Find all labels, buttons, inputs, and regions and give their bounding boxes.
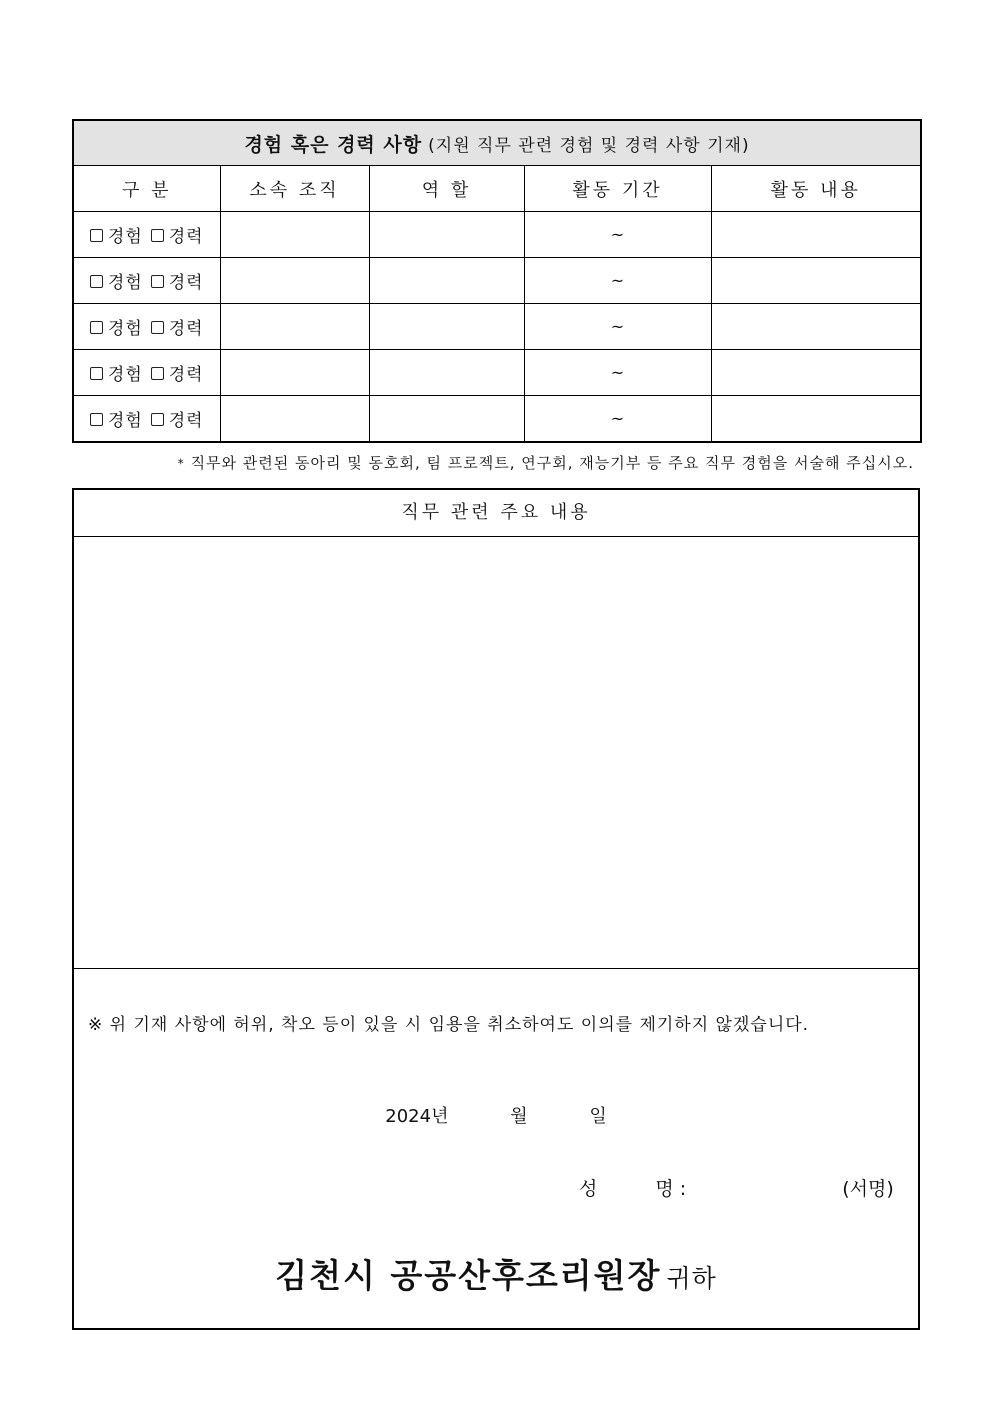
date-line [74, 1102, 918, 1128]
note-asterisk: * [177, 456, 185, 471]
career-checkbox[interactable] [151, 229, 164, 242]
career-checkbox[interactable] [151, 413, 164, 426]
type-cell [73, 350, 220, 396]
experience-table-header-row [73, 166, 921, 212]
experience-title-sub: (지원 직무 관련 경험 및 경력 사항 기재) [428, 135, 750, 156]
career-option-label: 경력 [168, 227, 204, 247]
content-field[interactable] [711, 212, 921, 258]
role-field[interactable] [369, 258, 524, 304]
career-option-label: 경력 [168, 273, 204, 293]
experience-option-label: 경험 [107, 319, 143, 339]
experience-option-label: 경험 [107, 273, 143, 293]
experience-option-label: 경험 [107, 411, 143, 431]
period-field[interactable] [524, 304, 711, 350]
experience-checkbox[interactable] [90, 413, 103, 426]
period-field[interactable] [524, 212, 711, 258]
period-separator: ~ [610, 224, 625, 244]
table-row [73, 212, 921, 258]
column-header-type: 구 분 [73, 166, 220, 212]
period-field[interactable] [524, 396, 711, 443]
role-field[interactable] [369, 350, 524, 396]
job-details-box [72, 488, 920, 1330]
organization-field[interactable] [220, 350, 369, 396]
signature-label-second: 명 : [655, 1178, 687, 1200]
period-field[interactable] [524, 258, 711, 304]
column-header-content: 활동 내용 [711, 166, 921, 212]
experience-option-label: 경험 [107, 227, 143, 247]
period-separator: ~ [610, 408, 625, 428]
table-row [73, 350, 921, 396]
recipient-suffix: 귀하 [666, 1264, 717, 1293]
content-field[interactable] [711, 396, 921, 443]
table-row [73, 396, 921, 443]
experience-checkbox[interactable] [90, 321, 103, 334]
experience-title-main: 경험 혹은 경력 사항 [244, 133, 423, 156]
type-cell [73, 212, 220, 258]
period-separator: ~ [610, 362, 625, 382]
job-details-textarea[interactable] [74, 537, 918, 969]
organization-field[interactable] [220, 258, 369, 304]
column-header-role: 역 할 [369, 166, 524, 212]
pledge-statement: ※ 위 기재 사항에 허위, 착오 등이 있을 시 임용을 취소하여도 이의를 제기하지 않겠습니다. [88, 1015, 810, 1035]
role-field[interactable] [369, 212, 524, 258]
experience-table [72, 119, 922, 443]
type-cell [73, 396, 220, 443]
content-field[interactable] [711, 304, 921, 350]
career-option-label: 경력 [168, 365, 204, 385]
period-field[interactable] [524, 350, 711, 396]
recipient-line [74, 1250, 918, 1297]
column-header-period: 활동 기간 [524, 166, 711, 212]
experience-checkbox[interactable] [90, 229, 103, 242]
date-year: 2024년 [385, 1106, 449, 1127]
date-day: 일 [589, 1106, 607, 1127]
role-field[interactable] [369, 396, 524, 443]
period-separator: ~ [610, 270, 625, 290]
career-checkbox[interactable] [151, 367, 164, 380]
experience-table-title [73, 120, 921, 166]
career-checkbox[interactable] [151, 321, 164, 334]
job-details-header: 직무 관련 주요 내용 [74, 490, 918, 537]
type-cell [73, 258, 220, 304]
role-field[interactable] [369, 304, 524, 350]
column-header-organization: 소속 조직 [220, 166, 369, 212]
note-text: 직무와 관련된 동아리 및 동호회, 팀 프로젝트, 연구회, 재능기부 등 주요 직무 경험을 서술해 주십시오. [190, 454, 914, 472]
organization-field[interactable] [220, 212, 369, 258]
experience-checkbox[interactable] [90, 367, 103, 380]
table-row [73, 258, 921, 304]
organization-field[interactable] [220, 396, 369, 443]
period-separator: ~ [610, 316, 625, 336]
experience-option-label: 경험 [107, 365, 143, 385]
table-row [73, 304, 921, 350]
signature-line [579, 1174, 894, 1201]
organization-field[interactable] [220, 304, 369, 350]
career-option-label: 경력 [168, 411, 204, 431]
career-option-label: 경력 [168, 319, 204, 339]
type-cell [73, 304, 220, 350]
signature-note: (서명) [842, 1178, 894, 1200]
content-field[interactable] [711, 258, 921, 304]
career-checkbox[interactable] [151, 275, 164, 288]
experience-table-title-row [73, 120, 921, 166]
signature-label-first: 성 [579, 1178, 598, 1200]
recipient-name: 김천시 공공산후조리원장 [275, 1256, 662, 1295]
content-field[interactable] [711, 350, 921, 396]
date-month: 월 [510, 1106, 528, 1127]
guidance-note [72, 452, 914, 473]
experience-checkbox[interactable] [90, 275, 103, 288]
